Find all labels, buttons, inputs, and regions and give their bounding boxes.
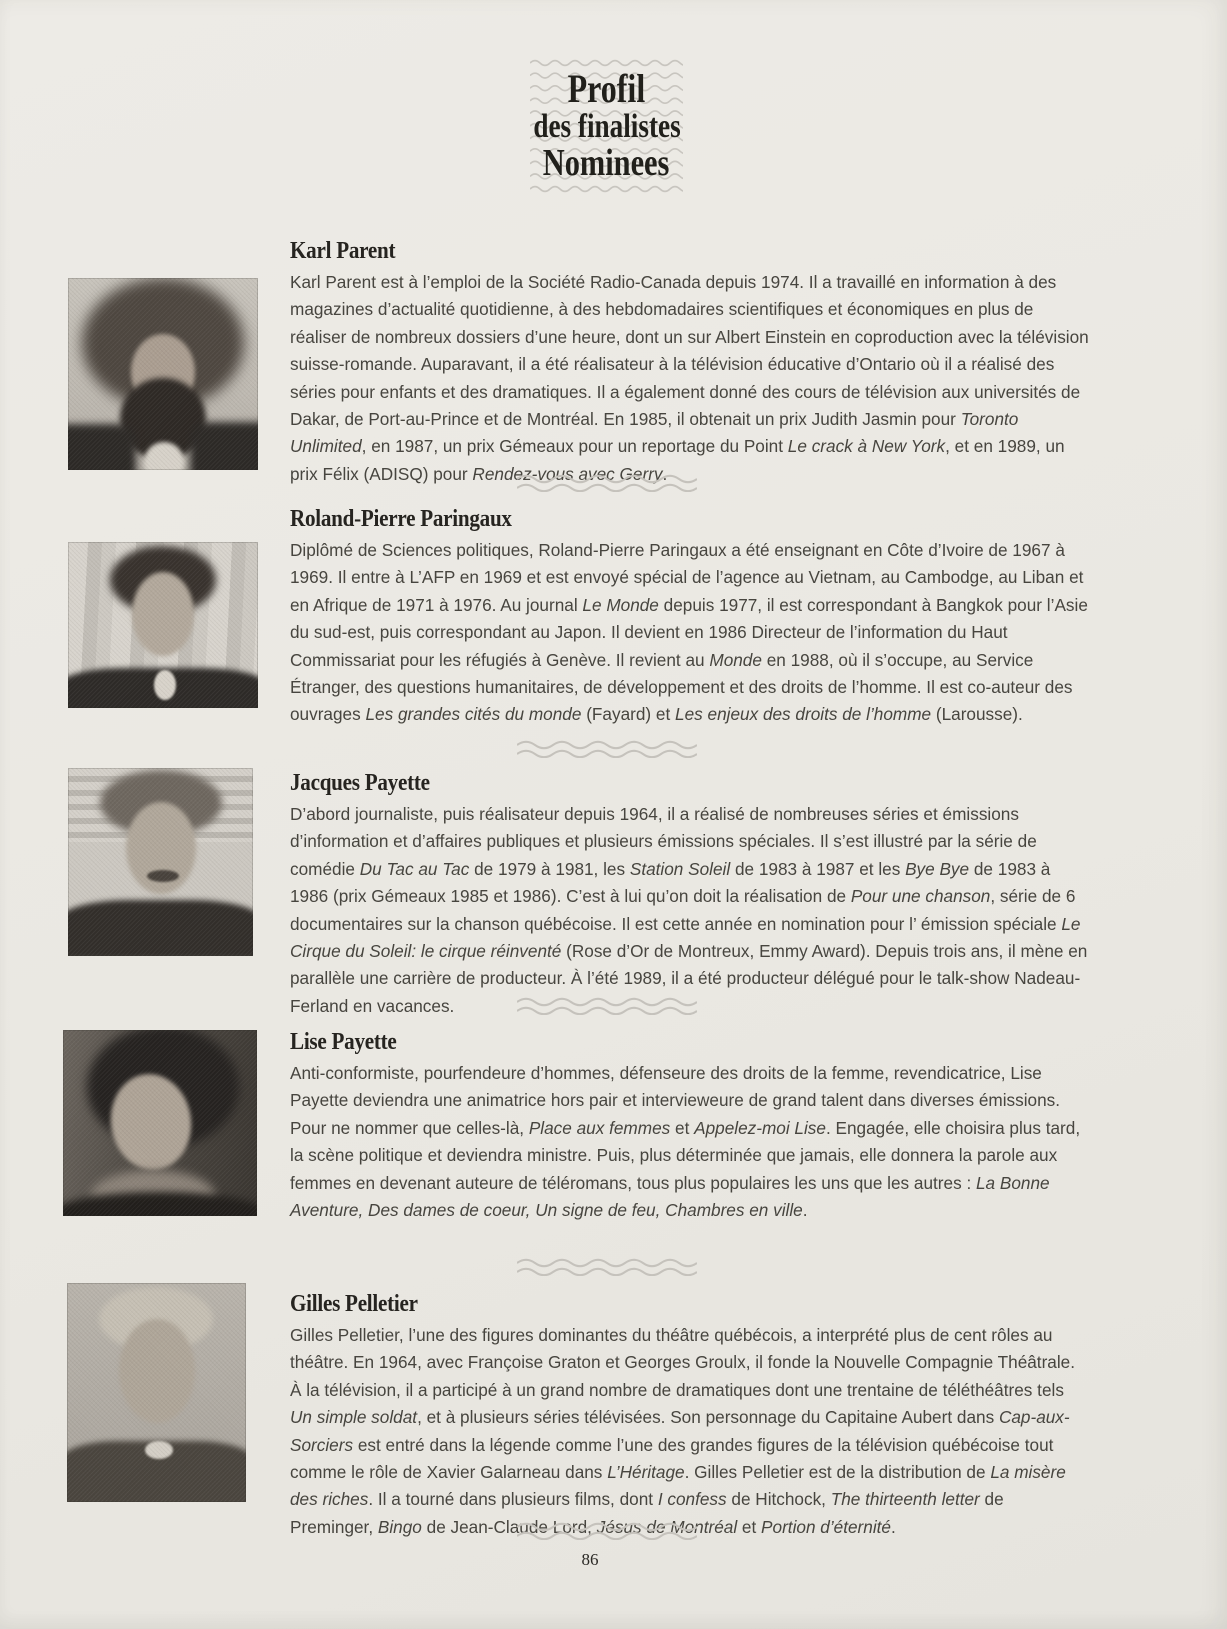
photo-detail	[68, 900, 253, 956]
portrait-roland-pierre-paringaux	[68, 542, 258, 708]
photo-detail	[126, 802, 196, 894]
photo-detail	[147, 870, 179, 882]
portrait-lise-payette	[63, 1030, 257, 1216]
photo-detail	[144, 442, 184, 470]
photo-detail	[154, 670, 176, 700]
profile-section-jacques-payette	[290, 769, 1090, 1020]
wave-divider-icon	[517, 474, 697, 492]
wave-divider-icon	[517, 1258, 697, 1276]
profile-bio: Diplômé de Sciences politiques, Roland-Pierre Paringaux a été enseignant en Côte d’Ivoire de 1967 à 1969. Il entre à L’AFP en 1969 et est envoyé spécial de l’agence au Vietnam, au Cambodge, au Liban et en Afrique de 1971 à 1976. Au journal Le Monde depuis 1977, il est correspondant à Bangkok pour l’Asie du sud-est, puis correspondant au Japon. Il devient en 1986 Directeur de l’information du Haut Commissariat pour les réfugiés à Genève. Il revient au Monde en 1988, où il s’occupe, au Service Étranger, des questions humanitaires, de développement et des droits de l’homme. Il est co-auteur des ouvrages Les grandes cités du monde (Fayard) et Les enjeux des droits de l’homme (Larousse).	[290, 540, 1088, 725]
profile-bio: Anti-conformiste, pourfendeure d’hommes, défenseure des droits de la femme, revendicatrice, Lise Payette deviendra une animatrice hors pair et intervieweure de grand talent dans diverses émissions. Pour ne nommer que celles-là, Place aux femmes et Appelez-moi Lise. Engagée, elle choisira plus tard, la scène politique et deviendra ministre. Puis, plus déterminée que jamais, elle donnera la parole aux femmes en devenant auteure de téléromans, tous plus populaires les uns que les autres : La Bonne Aventure, Des dames de coeur, Un signe de feu, Chambres en ville.	[290, 1063, 1081, 1221]
profile-bio: Gilles Pelletier, l’une des figures dominantes du théâtre québécois, a interprété plus de cent rôles au théâtre. En 1964, avec Françoise Graton et Georges Groulx, il fonde la Nouvelle Compagnie Théâtrale. À la télévision, il a participé à un grand nombre de dramatiques dont une trentaine de téléthéâtres tels Un simple soldat, et à plusieurs séries télévisées. Son personnage du Capitaine Aubert dans Cap-aux-Sorciers est entré dans la légende comme l’une des grandes figures de la télévision québécoise tout comme le rôle de Xavier Galarneau dans L’Héritage. Gilles Pelletier est de la distribution de La misère des riches. Il a tourné dans plusieurs films, dont I confess de Hitchock, The thirteenth letter de Preminger, Bingo de Jean-Claude Lord, Jésus de Montréal et Portion d’éternité.	[290, 1325, 1076, 1537]
wave-divider-icon	[517, 1522, 697, 1540]
masthead	[530, 57, 683, 195]
title-line-2: des finalistes	[532, 107, 681, 145]
profile-section-roland-pierre-paringaux	[290, 505, 1090, 729]
title-line-3: Nominees	[543, 142, 670, 185]
photo-detail	[87, 1030, 239, 1148]
title-line-1: Profil	[567, 65, 646, 111]
profile-section-karl-parent	[290, 237, 1090, 488]
photo-detail	[119, 1319, 195, 1423]
photo-detail	[68, 768, 253, 842]
photo-detail	[131, 334, 195, 410]
profile-section-gilles-pelletier	[290, 1290, 1090, 1541]
page-title	[514, 57, 698, 195]
photo-detail	[67, 1441, 246, 1502]
profile-name: Roland-Pierre Paringaux	[290, 506, 512, 532]
profile-section-lise-payette	[290, 1028, 1090, 1224]
profile-name: Jacques Payette	[290, 770, 430, 796]
photo-detail	[68, 424, 136, 470]
portrait-karl-parent	[68, 278, 258, 470]
portrait-jacques-payette	[68, 768, 253, 956]
photo-detail	[82, 278, 244, 408]
wave-divider-icon	[517, 997, 697, 1015]
photo-detail	[100, 770, 222, 836]
profile-name: Gilles Pelletier	[290, 1291, 418, 1317]
profile-bio: Karl Parent est à l’emploi de la Société Radio-Canada depuis 1974. Il a travaillé en information à des magazines d’actualité quotidienne, à des hebdomadaires scientifiques et économiques en plus de réaliser de nombreux dossiers d’une heure, dont un sur Albert Einstein en coproduction avec la télévision suisse-romande. Auparavant, il a été réalisateur à la télévision éducative d’Ontario où il a réalisé des séries pour enfants et des dramatiques. Il a également donné des cours de télévision aux universités de Dakar, de Port-au-Prince et de Montréal. En 1985, il obtenait un prix Judith Jasmin pour Toronto Unlimited, en 1987, un prix Gémeaux pour un reportage du Point Le crack à New York, et en 1989, un prix Félix (ADISQ) pour Rendez-vous avec Gerry.	[290, 272, 1089, 484]
profile-bio: D’abord journaliste, puis réalisateur depuis 1964, il a réalisé de nombreuses séries et émissions d’information et d’affaires publiques et plusieurs émissions spéciales. Il s’est illustré par la série de comédie Du Tac au Tac de 1979 à 1981, les Station Soleil de 1983 à 1987 et les Bye Bye de 1983 à 1986 (prix Gémeaux 1985 et 1986). C’est à lui qu’on doit la réalisation de Pour une chanson, série de 6 documentaires sur la chanson québécoise. Il est cette année en nomination pour l’ émission spéciale Le Cirque du Soleil: le cirque réinventé (Rose d’Or de Montreux, Emmy Award). Depuis trois ans, il mène en parallèle une carrière de producteur. À l’été 1989, il a été producteur délégué pour le talk-show Nadeau-Ferland en vacances.	[290, 804, 1088, 1016]
photo-detail	[63, 1192, 257, 1216]
photo-detail	[190, 422, 258, 470]
wave-divider-icon	[517, 740, 697, 758]
portrait-gilles-pelletier	[67, 1283, 246, 1502]
photo-detail	[145, 1441, 173, 1459]
profile-name: Karl Parent	[290, 238, 396, 264]
photo-detail	[91, 1170, 215, 1216]
page-number: 86	[581, 1550, 599, 1569]
photo-detail	[105, 1069, 198, 1175]
photo-detail	[110, 546, 216, 614]
photo-detail	[120, 378, 206, 460]
photo-detail	[99, 1287, 213, 1351]
profile-name: Lise Payette	[290, 1029, 397, 1055]
photo-detail	[132, 572, 194, 656]
photo-detail	[68, 668, 258, 708]
